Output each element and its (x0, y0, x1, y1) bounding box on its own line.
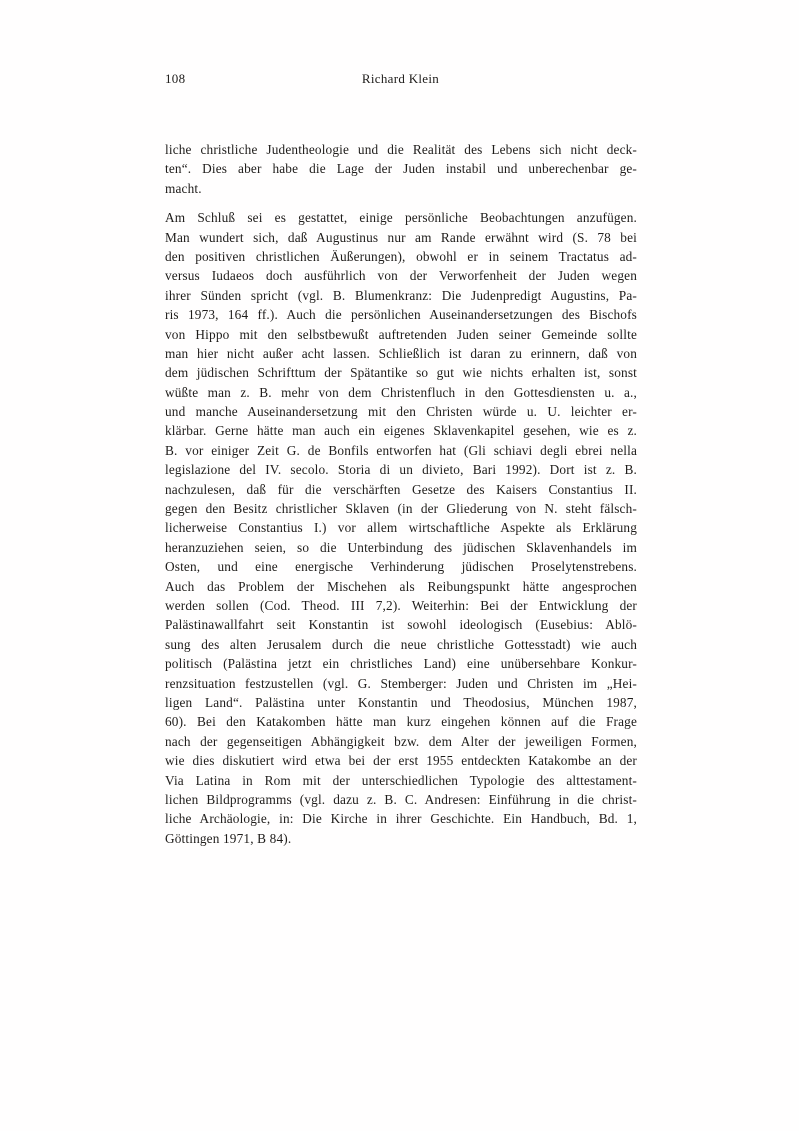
running-title: Richard Klein (361, 71, 440, 86)
text-line: 60). Bei den Katakomben hätte man kurz eingehen können auf die Frage (165, 714, 637, 730)
text-body (165, 140, 637, 858)
text-line: und manche Auseinandersetzung mit den Christen würde u. U. leichter er- (165, 404, 637, 420)
text-line: Auch das Problem der Mischehen als Reibungspunkt hätte angesprochen (165, 578, 637, 594)
text-line: ris 1973, 164 ff.). Auch die persönlichen Auseinandersetzungen des Bischofs (165, 307, 637, 323)
text-line: Man wundert sich, daß Augustinus nur am Rande erwähnt wird (S. 78 bei (165, 229, 637, 245)
text-line: licherweise Constantius I.) vor allem wirtschaftliche Aspekte als Erklärung (165, 520, 637, 536)
paragraph (165, 208, 637, 848)
text-line: lichen Bildprogramms (vgl. dazu z. B. C. Andresen: Einführung in die christ- (165, 791, 637, 807)
text-line: von Hippo mit den selbstbewußt auftretenden Juden seiner Gemeinde sollte (165, 326, 637, 342)
running-header (165, 71, 636, 89)
text-line: wie dies diskutiert wird etwa bei der erst 1955 entdeckten Katakombe an der (165, 753, 637, 769)
text-line: ligen Land“. Palästina unter Konstantin und Theodosius, München 1987, (165, 694, 637, 710)
text-line: renzsituation festzustellen (vgl. G. Stemberger: Juden und Christen im „Hei- (165, 675, 637, 691)
text-line: Osten, und eine energische Verhinderung jüdischen Proselytenstrebens. (165, 559, 637, 575)
text-line: versus Iudaeos doch ausführlich von der Verworfenheit der Juden wegen (165, 268, 637, 284)
text-line: sung des alten Jerusalem durch die neue christliche Gottesstadt) wie auch (165, 636, 637, 652)
page-number: 108 (165, 71, 186, 86)
text-line: werden sollen (Cod. Theod. III 7,2). Weiterhin: Bei der Entwicklung der (165, 597, 637, 613)
text-line: den positiven christlichen Äußerungen), obwohl er in seinem Tractatus ad- (165, 248, 637, 264)
text-line: nachzulesen, daß für die verschärften Gesetze des Kaisers Constantius II. (165, 481, 637, 497)
text-line: liche christliche Judentheologie und die Realität des Lebens sich nicht deck- (165, 142, 637, 157)
paragraph (165, 140, 637, 198)
text-line: gegen den Besitz christlicher Sklaven (in der Gliederung von N. steht fälsch- (165, 501, 637, 517)
text-line: Palästinawallfahrt seit Konstantin ist sowohl ideologisch (Eusebius: Ablö- (165, 617, 637, 633)
text-line: Göttingen 1971, B 84). (165, 830, 292, 846)
text-line: Am Schluß sei es gestattet, einige persönliche Beobachtungen anzufügen. (165, 210, 637, 226)
text-line: Via Latina in Rom mit der unterschiedlichen Typologie des alttestament- (165, 772, 637, 788)
text-line: B. vor einiger Zeit G. de Bonfils entworfen hat (Gli schiavi degli ebrei nella (165, 442, 637, 458)
text-line: heranzuziehen seien, so die Unterbindung des jüdischen Sklavenhandels im (165, 539, 637, 555)
text-line: macht. (165, 180, 202, 196)
text-line: politisch (Palästina jetzt ein christliches Land) eine unübersehbare Konkur- (165, 656, 637, 672)
text-line: legislazione del IV. secolo. Storia di un divieto, Bari 1992). Dort ist z. B. (165, 462, 637, 478)
text-line: man hier nicht außer acht lassen. Schließlich ist daran zu erinnern, daß von (165, 345, 637, 361)
text-line: ten“. Dies aber habe die Lage der Juden instabil und unberechenbar ge- (165, 161, 637, 177)
text-line: dem jüdischen Schrifttum der Spätantike so gut wie nichts erhalten ist, sonst (165, 365, 637, 381)
text-line: nach der gegenseitigen Abhängigkeit bzw. dem Alter der jeweiligen Formen, (165, 733, 637, 749)
text-line: wüßte man z. B. mehr von dem Christenfluch in den Gottesdiensten u. a., (165, 384, 637, 400)
text-line: ihrer Sünden spricht (vgl. B. Blumenkranz: Die Judenpredigt Augustins, Pa- (165, 287, 637, 303)
text-line: liche Archäologie, in: Die Kirche in ihrer Geschichte. Ein Handbuch, Bd. 1, (165, 811, 637, 827)
text-line: klärbar. Gerne hätte man auch ein eigenes Sklavenkapitel gesehen, wie es z. (165, 423, 637, 439)
